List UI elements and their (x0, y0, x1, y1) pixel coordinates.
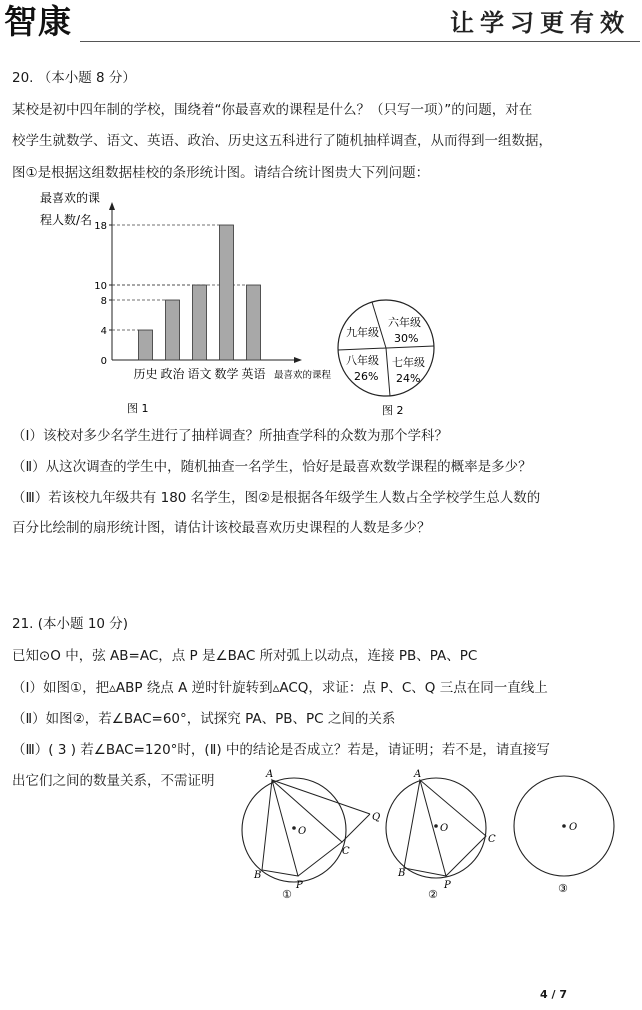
q20-sub-2: （Ⅱ）从这次调查的学生中，随机抽查一名学生，恰好是最喜欢数学课程的概率是多少？ (12, 459, 532, 475)
bar (247, 285, 261, 360)
q20-title: 20. （本小题 8 分） (12, 70, 136, 86)
pie-value-g8: 26% (354, 370, 379, 383)
x-category-label: 语文 (187, 367, 212, 381)
q20-line-3: 图①是根据这组数据桂校的条形统计图。请结合统计图贵大下列问题： (12, 165, 430, 181)
q21-title: 21. (本小题 10 分) (12, 616, 129, 632)
geometry-figures (238, 764, 628, 902)
geometry-figure-3 (514, 776, 614, 895)
y-tick-label: 4 (100, 326, 107, 337)
y-tick-label: 18 (94, 221, 107, 232)
y-axis-arrow (109, 202, 115, 210)
fig2-caption: ② (428, 888, 438, 901)
bar (166, 300, 180, 360)
bar-ylabel-line1: 最喜欢的课 (40, 191, 101, 205)
fig2-label-c: C (488, 834, 496, 845)
x-category-label: 历史 (133, 367, 158, 381)
fig3-label-o: O (569, 822, 578, 833)
fig3-caption: ③ (558, 882, 568, 895)
x-axis-arrow (294, 357, 302, 363)
fig1-label-c: C (342, 846, 350, 857)
fig1-label-p: P (296, 880, 303, 891)
pie-caption: 图 2 (382, 404, 404, 417)
bar (193, 285, 207, 360)
bar (220, 225, 234, 360)
q21-line-3: （Ⅱ）如图②，若∠BAC=60°，试探究 PA、PB、PC 之间的关系 (12, 711, 396, 727)
x-category-label: 数学 (214, 367, 239, 381)
pie-chart (334, 296, 444, 420)
geometry-figure-1 (242, 769, 380, 901)
q21-line-4: （Ⅲ）( 3 ) 若∠BAC=120°时，(Ⅱ) 中的结论是否成立？若是，请证明；若不是，请直接写 (12, 742, 550, 758)
q21-line-2: （Ⅰ）如图①，把▵ABP 绕点 A 逆时针旋转到▵ACQ，求证：点 P、C、Q 三点在同一直线上 (12, 680, 548, 696)
fig1-label-q: Q (372, 812, 381, 823)
fig1-label-a: A (266, 769, 274, 780)
y-tick-label: 10 (94, 281, 107, 292)
bar (139, 330, 153, 360)
q20-sub-4: 百分比绘制的扇形统计图，请估计该校最喜欢历史课程的人数是多少？ (12, 520, 431, 536)
pie-value-g6: 30% (394, 332, 419, 345)
y-tick-label: 8 (100, 296, 107, 307)
pie-label-g6: 六年级 (388, 316, 421, 329)
y-tick-label: 0 (100, 356, 107, 367)
q21-line-1: 已知⊙O 中，弦 AB=AC，点 P 是∠BAC 所对弧上以动点，连接 PB、PA、PC (12, 648, 478, 664)
q20-line-2: 校学生就数学、语文、英语、政治、历史这五科进行了随机抽样调查，从而得到一组数据， (12, 133, 552, 149)
bar-xlabel: 最喜欢的课程 (274, 370, 332, 381)
q20-line-1: 某校是初中四年制的学校，围绕着“你最喜欢的课程是什么？（只写一项）”的问题，对在 (12, 102, 533, 118)
pie-label-g9: 九年级 (346, 326, 379, 339)
geometry-figure-2 (386, 769, 496, 901)
fig1-label-b: B (254, 870, 262, 881)
slogan: 让学习更有效 (450, 9, 630, 37)
q20-sub-1: （Ⅰ）该校对多少名学生进行了抽样调查？所抽查学科的众数为那个学科？ (12, 428, 448, 444)
fig1-label-o: O (298, 826, 307, 837)
bar-caption: 图 1 (127, 402, 149, 415)
pie-label-g7: 七年级 (392, 356, 425, 369)
header-divider (80, 41, 640, 42)
q21-line-5: 出它们之间的数量关系，不需证明 (12, 773, 215, 789)
fig1-caption: ① (282, 888, 292, 901)
x-category-label: 政治 (160, 367, 185, 381)
fig2-label-a: A (414, 769, 422, 780)
fig2-label-b: B (398, 868, 406, 879)
pie-label-g8: 八年级 (346, 354, 379, 367)
bar-chart (30, 186, 350, 418)
fig2-label-p: P (444, 880, 451, 891)
q20-sub-3: （Ⅲ）若该校九年级共有 180 名学生，图②是根据各年级学生人数占全学校学生总人数的 (12, 490, 541, 506)
logo: 智康 (4, 2, 72, 41)
fig2-label-o: O (440, 823, 449, 834)
page-number: 4 / 7 (540, 988, 567, 1001)
x-category-label: 英语 (241, 367, 266, 381)
pie-value-g7: 24% (396, 372, 421, 385)
bar-ylabel-line2: 程人数/名 (40, 213, 93, 227)
